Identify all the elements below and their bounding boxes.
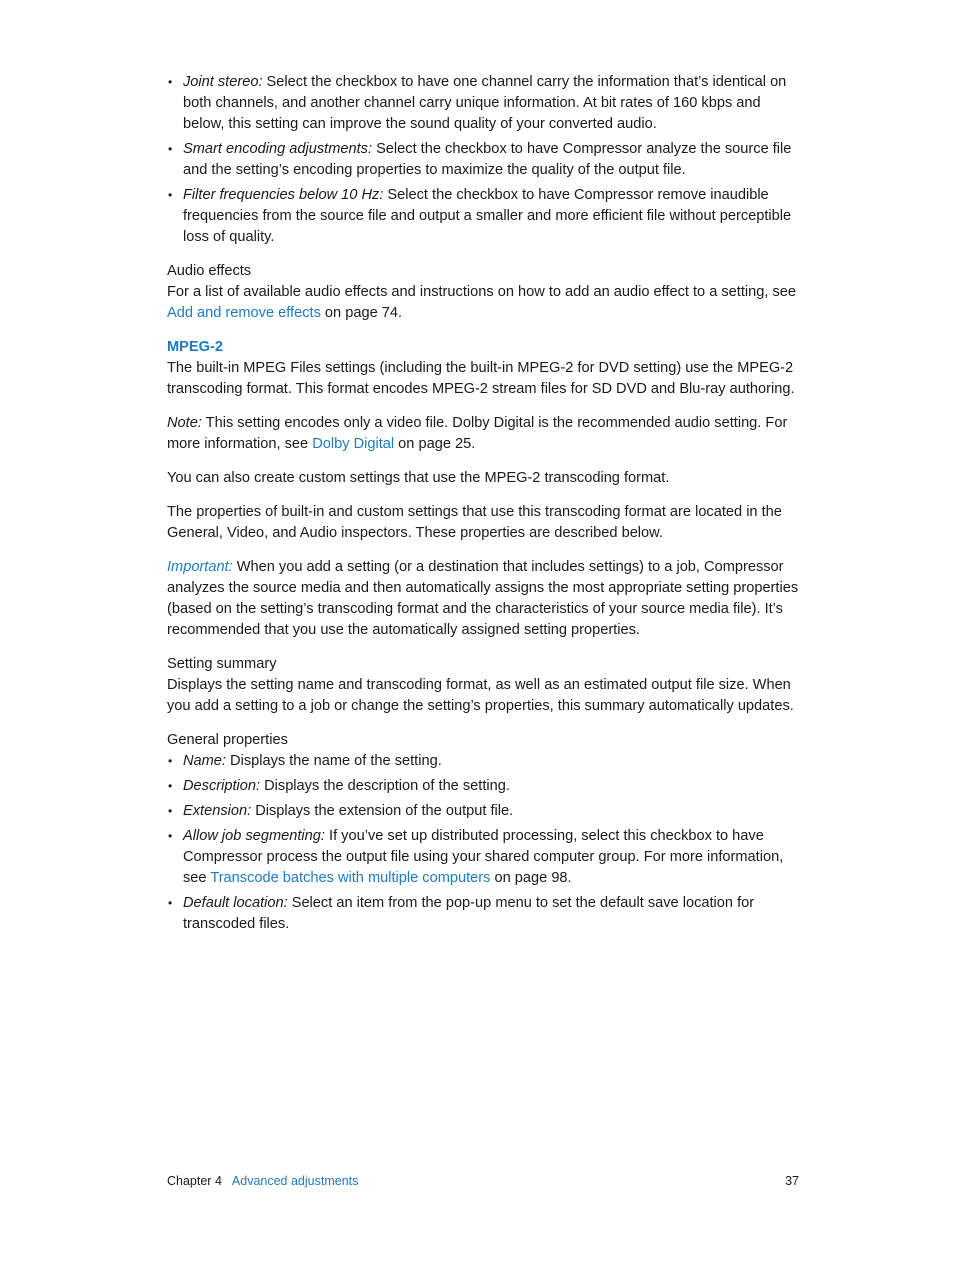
note-label: Note:	[167, 415, 202, 431]
page-footer	[167, 1172, 799, 1190]
general-properties-heading: General properties	[167, 732, 288, 748]
property-page-ref: on page 98.	[490, 870, 572, 886]
list-item	[167, 751, 799, 772]
important-label: Important:	[167, 559, 233, 575]
list-item	[167, 826, 799, 889]
option-description: Select the checkbox to have one channel carry the information that’s identical on both channels, and another channel carry unique information. At bit rates of 160 kbps and below, this setting can improve the sound quality of your converted audio.	[183, 74, 787, 132]
option-description: Select the checkbox to have Compressor remove inaudible frequencies from the source file and output a smaller and more efficient file without perceptible loss of quality.	[183, 187, 792, 245]
property-description: Displays the description of the setting.	[260, 778, 510, 794]
option-term: Joint stereo:	[183, 74, 263, 90]
list-item	[167, 801, 799, 822]
list-item	[167, 776, 799, 797]
audio-effects-paragraph	[167, 282, 799, 324]
property-term: Allow job segmenting:	[183, 828, 325, 844]
general-properties-list	[167, 751, 799, 935]
audio-effects-heading: Audio effects	[167, 263, 252, 279]
page-number: 37	[785, 1174, 799, 1188]
mpeg2-heading: MPEG-2	[167, 339, 223, 355]
add-remove-effects-link[interactable]: Add and remove effects	[167, 305, 321, 321]
audio-options-list	[167, 72, 799, 248]
important-text: When you add a setting (or a destination that includes settings) to a job, Compressor analyzes the source media and then automatically assigns the most appropriate setting properties (based on the setting’s transcoding format and the characteristics of your source media file). It’s recommended that you use the automatically assigned setting properties.	[167, 559, 799, 638]
list-item	[167, 72, 799, 135]
chapter-label: Chapter 4	[167, 1174, 222, 1188]
property-description: Displays the extension of the output file.	[251, 803, 514, 819]
setting-summary-text: Displays the setting name and transcoding format, as well as an estimated output file size. When you add a setting to a job or change the setting’s properties, this summary automatically updates.	[167, 677, 794, 714]
custom-settings-paragraph: You can also create custom settings that use the MPEG-2 transcoding format.	[167, 470, 670, 486]
property-term: Name:	[183, 753, 226, 769]
property-term: Default location:	[183, 895, 288, 911]
property-term: Extension:	[183, 803, 252, 819]
property-description: If you’ve set up distributed processing, select this checkbox to have Compressor process the output file using your shared computer group. For more information, see	[183, 828, 784, 886]
note-paragraph	[167, 413, 799, 455]
page-content	[167, 72, 799, 939]
properties-paragraph: The properties of built-in and custom settings that use this transcoding format are located in the General, Video, and Audio inspectors. These properties are described below.	[167, 504, 782, 541]
option-term: Filter frequencies below 10 Hz:	[183, 187, 384, 203]
dolby-digital-link[interactable]: Dolby Digital	[312, 436, 395, 452]
note-text: This setting encodes only a video file. Dolby Digital is the recommended audio setting. For more information, see	[167, 415, 788, 452]
option-term: Smart encoding adjustments:	[183, 141, 373, 157]
note-page-ref: on page 25.	[394, 436, 476, 452]
property-term: Description:	[183, 778, 261, 794]
important-paragraph	[167, 557, 799, 641]
list-item	[167, 893, 799, 935]
property-description: Displays the name of the setting.	[225, 753, 442, 769]
audio-effects-page-ref: on page 74.	[320, 305, 403, 321]
list-item	[167, 185, 799, 248]
option-description: Select the checkbox to have Compressor analyze the source file and the setting’s encoding properties to maximize the quality of the output file.	[183, 141, 792, 178]
property-description: Select an item from the pop-up menu to set the default save location for transcoded files.	[183, 895, 755, 932]
mpeg2-intro: The built-in MPEG Files settings (including the built-in MPEG-2 for DVD setting) use the MPEG-2 transcoding format. This format encodes MPEG-2 stream files for SD DVD and Blu-ray authoring.	[167, 360, 795, 397]
chapter-name-link[interactable]: Advanced adjustments	[231, 1174, 359, 1188]
transcode-batches-link[interactable]: Transcode batches with multiple computers	[210, 870, 491, 886]
setting-summary-heading: Setting summary	[167, 656, 277, 672]
list-item	[167, 139, 799, 181]
audio-effects-text: For a list of available audio effects and instructions on how to add an audio effect to a setting, see	[167, 284, 797, 300]
